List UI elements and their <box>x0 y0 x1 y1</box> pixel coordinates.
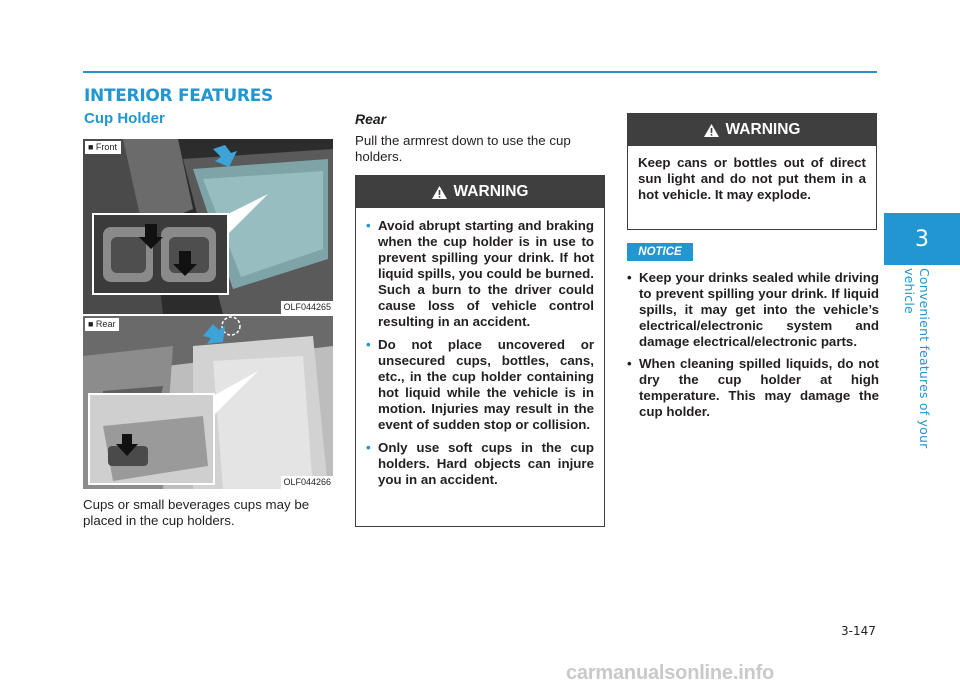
page-number: 3-147 <box>841 624 876 638</box>
section-title: INTERIOR FEATURES <box>84 86 273 106</box>
rear-cup-holder-photo <box>83 316 333 489</box>
front-cup-holder-photo <box>83 139 333 314</box>
rear-warning-box <box>355 175 605 527</box>
warning-body <box>356 208 604 488</box>
rear-photo-tag: ■ Rear <box>85 318 119 331</box>
warning-item-text: Do not place uncovered or unsecured cups, bottles, cans, etc., in the cup holder containing hot liquid while the vehicle is in motion. Injuries may result in the event of sudden stop or collision. <box>378 337 594 432</box>
bullet-icon: • <box>366 440 371 455</box>
warning-header <box>628 114 876 146</box>
warning-triangle-icon <box>432 186 447 199</box>
bullet-icon: • <box>627 356 632 371</box>
warning-item <box>366 440 594 488</box>
warning-text: Keep cans or bottles out of direct sun light and do not put them in a hot vehicle. It may explode. <box>638 155 866 202</box>
bullet-icon: • <box>366 337 371 352</box>
front-photo-illustration <box>83 139 333 314</box>
chapter-tab: 3 <box>884 213 960 265</box>
bullet-icon: • <box>366 218 371 233</box>
chapter-title: Convenient features of your vehicle <box>902 268 932 449</box>
rear-heading: Rear <box>355 111 387 127</box>
warning-list <box>366 218 594 488</box>
rear-photo-code: OLF044266 <box>283 477 331 487</box>
notice-item <box>627 270 879 350</box>
front-photo-code: OLF044265 <box>283 302 331 312</box>
notice-item-text: Keep your drinks sealed while driving to prevent spilling your drink. If liquid spills, it may get into the vehicle’s electrical/electronic system and damage electrical/electronic parts. <box>639 270 879 349</box>
notice-badge: NOTICE <box>627 243 693 261</box>
top-rule <box>83 71 877 73</box>
warning-triangle-icon <box>704 124 719 137</box>
warning-title: WARNING <box>453 183 529 200</box>
warning-item <box>366 337 594 433</box>
rear-photo-illustration <box>83 316 333 489</box>
warning-header <box>356 176 604 208</box>
warning-body <box>628 146 876 203</box>
warning-item-text: Only use soft cups in the cup holders. Hard objects can injure you in an accident. <box>378 440 594 487</box>
cup-holder-subtitle: Cup Holder <box>84 110 165 127</box>
notice-list <box>627 270 879 426</box>
front-photo-tag: ■ Front <box>85 141 121 154</box>
notice-item <box>627 356 879 420</box>
warning-item <box>366 218 594 330</box>
sunlight-warning-box <box>627 113 877 230</box>
watermark: carmanualsonline.info <box>566 662 775 684</box>
warning-item-text: Avoid abrupt starting and braking when the cup holder is in use to prevent spilling your drink. If hot liquid spills, you could be burned. Such a burn to the driver could cause loss of vehicle control resulting in an accident. <box>378 218 594 329</box>
bullet-icon: • <box>627 270 632 285</box>
cup-holder-description: Cups or small beverages cups may be placed in the cup holders. <box>83 497 310 528</box>
rear-description: Pull the armrest down to use the cup holders. <box>355 133 571 164</box>
notice-item-text: When cleaning spilled liquids, do not dry the cup holder at high temperature. This may damage the cup holder. <box>639 356 879 419</box>
warning-title: WARNING <box>725 121 801 138</box>
